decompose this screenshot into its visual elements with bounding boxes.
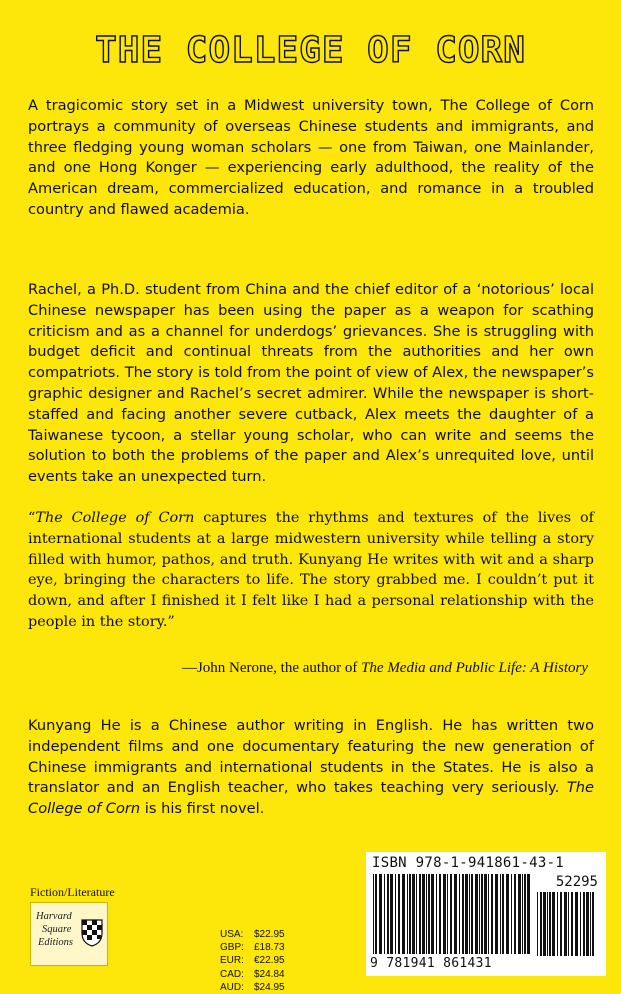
- barcode-bar: [422, 874, 425, 954]
- synopsis-paragraph-1: A tragicomic story set in a Midwest university town, The College of Corn portrays a community of overseas Chinese students and immigrants, and three fledging young woman scholars — one from Taiwan, one Mainlander, and one Hong Konger — experiencing early adulthood, the reality of the American dream, commercialized education, and romance in a troubled country and flawed academia.: [28, 97, 594, 218]
- barcode-addon: [536, 892, 598, 958]
- barcode-bar: [557, 892, 558, 956]
- barcode-bar: [481, 874, 483, 954]
- attribution-prefix: —John Nerone, the author of: [181, 660, 362, 676]
- review-quote: [28, 508, 594, 633]
- barcode-bar: [436, 874, 437, 954]
- price-value: $24.84: [254, 968, 285, 980]
- logo-line-3: Editions: [38, 937, 74, 948]
- barcode-bar: [564, 892, 567, 956]
- price-value: €22.95: [254, 955, 285, 967]
- barcode-bar: [500, 874, 501, 954]
- isbn-label: ISBN 978-1-941861-43-1: [372, 855, 565, 871]
- barcode-bar: [398, 874, 400, 954]
- bio-book-title: The College of Corn: [28, 779, 594, 818]
- barcode-bar: [387, 874, 389, 954]
- price-code: 52295: [555, 874, 598, 890]
- barcode-bar: [475, 874, 478, 954]
- barcode-bar: [419, 874, 421, 954]
- barcode-bar: [390, 874, 393, 954]
- barcode-bar: [568, 892, 569, 956]
- barcode-bar: [547, 892, 548, 956]
- bio-text: Kunyang He is a Chinese author writing in English. He has written two independent films and one documentary featuring the new generation of Chinese immigrants and international students in the States. He is also a translator and an English teacher, who takes teaching very seriously.: [28, 717, 594, 797]
- barcode-bar: [395, 874, 396, 954]
- barcode-main: [372, 874, 530, 958]
- barcode-bar: [583, 892, 585, 956]
- barcode-bar: [592, 892, 594, 956]
- barcode-bar: [416, 874, 417, 954]
- barcode-bar: [443, 874, 446, 954]
- barcode-bar: [426, 874, 427, 954]
- barcode-bar: [491, 874, 493, 954]
- author-bio: [28, 716, 594, 820]
- logo-line-1: Harvard: [36, 911, 72, 922]
- barcode-bar: [586, 892, 589, 956]
- price-row: [220, 941, 285, 954]
- publisher-logo-text: [36, 910, 73, 949]
- barcode-bar: [459, 874, 460, 954]
- price-row: [220, 981, 285, 994]
- logo-line-2: Square: [42, 924, 72, 935]
- quote-attribution: [182, 660, 588, 677]
- barcode-bar: [527, 874, 530, 954]
- barcode-bar: [511, 874, 512, 954]
- price-row: [220, 928, 285, 941]
- book-title: THE COLLEGE OF CORN: [95, 30, 526, 71]
- category-label: Fiction/Literature: [30, 885, 115, 899]
- barcode-bar: [373, 874, 374, 954]
- barcode-bar: [552, 892, 555, 956]
- barcode-bar: [447, 874, 448, 954]
- barcode-bar: [590, 892, 591, 956]
- price-label: AUD:: [220, 981, 244, 993]
- price-label: EUR:: [220, 955, 244, 967]
- barcode-bar: [479, 874, 480, 954]
- barcode-box: [366, 852, 606, 976]
- price-value: $24.95: [254, 981, 285, 993]
- barcode-number: 9 781941 861431: [370, 956, 492, 971]
- barcode-bar: [580, 892, 581, 956]
- barcode-bar: [549, 892, 551, 956]
- barcode-bar: [537, 892, 538, 956]
- price-label: USA:: [220, 929, 244, 940]
- barcode-bar: [428, 874, 430, 954]
- barcode-bar: [518, 874, 521, 954]
- barcode-bar: [484, 874, 487, 954]
- barcode-bar: [375, 874, 377, 954]
- barcode-bar: [543, 892, 546, 956]
- shield-icon: [81, 919, 103, 947]
- bio-tail: is his first novel.: [140, 800, 265, 818]
- attribution-work: The Media and Public Life: A History: [361, 660, 588, 676]
- barcode-bar: [524, 874, 526, 954]
- barcode-bar: [522, 874, 523, 954]
- barcode-bar: [439, 874, 441, 954]
- quote-book-title: The College of Corn: [35, 510, 195, 526]
- barcode-bar: [502, 874, 504, 954]
- barcode-bar: [462, 874, 464, 954]
- barcode-bar: [379, 874, 382, 954]
- barcode-bar: [560, 892, 562, 956]
- publisher-logo: [30, 902, 108, 966]
- barcode-bar: [514, 874, 516, 954]
- synopsis-paragraph-2: Rachel, a Ph.D. student from China and the chief editor of a ‘notorious’ local Chinese newspaper has been using the paper as a weapon for scathing criticism and as a channel for underdogs’ grievances. She is struggling with budget deficit and continual threats from the authorities and her own compatriots. The story is told from the point of view of Alex, the newspaper’s graphic designer and Rachel’s secret admirer. While the newspaper is short-staffed and facing another severe cutback, Alex meets the daughter of a Taiwanese tycoon, a stellar young scholar, who can write and seems the solution to both the problems of the paper and Alex’s unrequited love, until events take an unexpected turn.: [28, 281, 594, 486]
- barcode-bar: [469, 874, 470, 954]
- price-row: [220, 954, 285, 967]
- barcode-bar: [454, 874, 457, 954]
- barcode-bar: [571, 892, 573, 956]
- barcode-bar: [540, 892, 542, 956]
- barcode-bar: [407, 874, 408, 954]
- barcode-bar: [488, 874, 489, 954]
- barcode-bar: [495, 874, 498, 954]
- barcode-bar: [412, 874, 415, 954]
- quote-text: captures the rhythms and textures of the lives of international students at a large midwestern university while telling a story filled with humor, pathos, and truth. Kunyang He writes with wit and a sharp eye, bringing the characters to life. The story grabbed me. I couldn’t put it down, and after I finished it I felt like I had a personal relationship with the people in the story.”: [28, 510, 595, 630]
- price-label: CAD:: [220, 968, 244, 980]
- price-row: [220, 968, 285, 981]
- price-list: [220, 928, 285, 994]
- barcode-bar: [431, 874, 434, 954]
- barcode-bar: [465, 874, 468, 954]
- barcode-bar: [506, 874, 509, 954]
- barcode-bar: [450, 874, 452, 954]
- barcode-bar: [402, 874, 405, 954]
- barcode-bar: [471, 874, 473, 954]
- barcode-bar: [384, 874, 385, 954]
- price-value: £18.73: [254, 942, 285, 954]
- price-value: $22.95: [254, 929, 285, 940]
- quote-open-mark: “: [28, 510, 36, 526]
- barcode-bar: [575, 892, 578, 956]
- barcode-bar: [409, 874, 411, 954]
- price-label: GBP:: [220, 942, 244, 954]
